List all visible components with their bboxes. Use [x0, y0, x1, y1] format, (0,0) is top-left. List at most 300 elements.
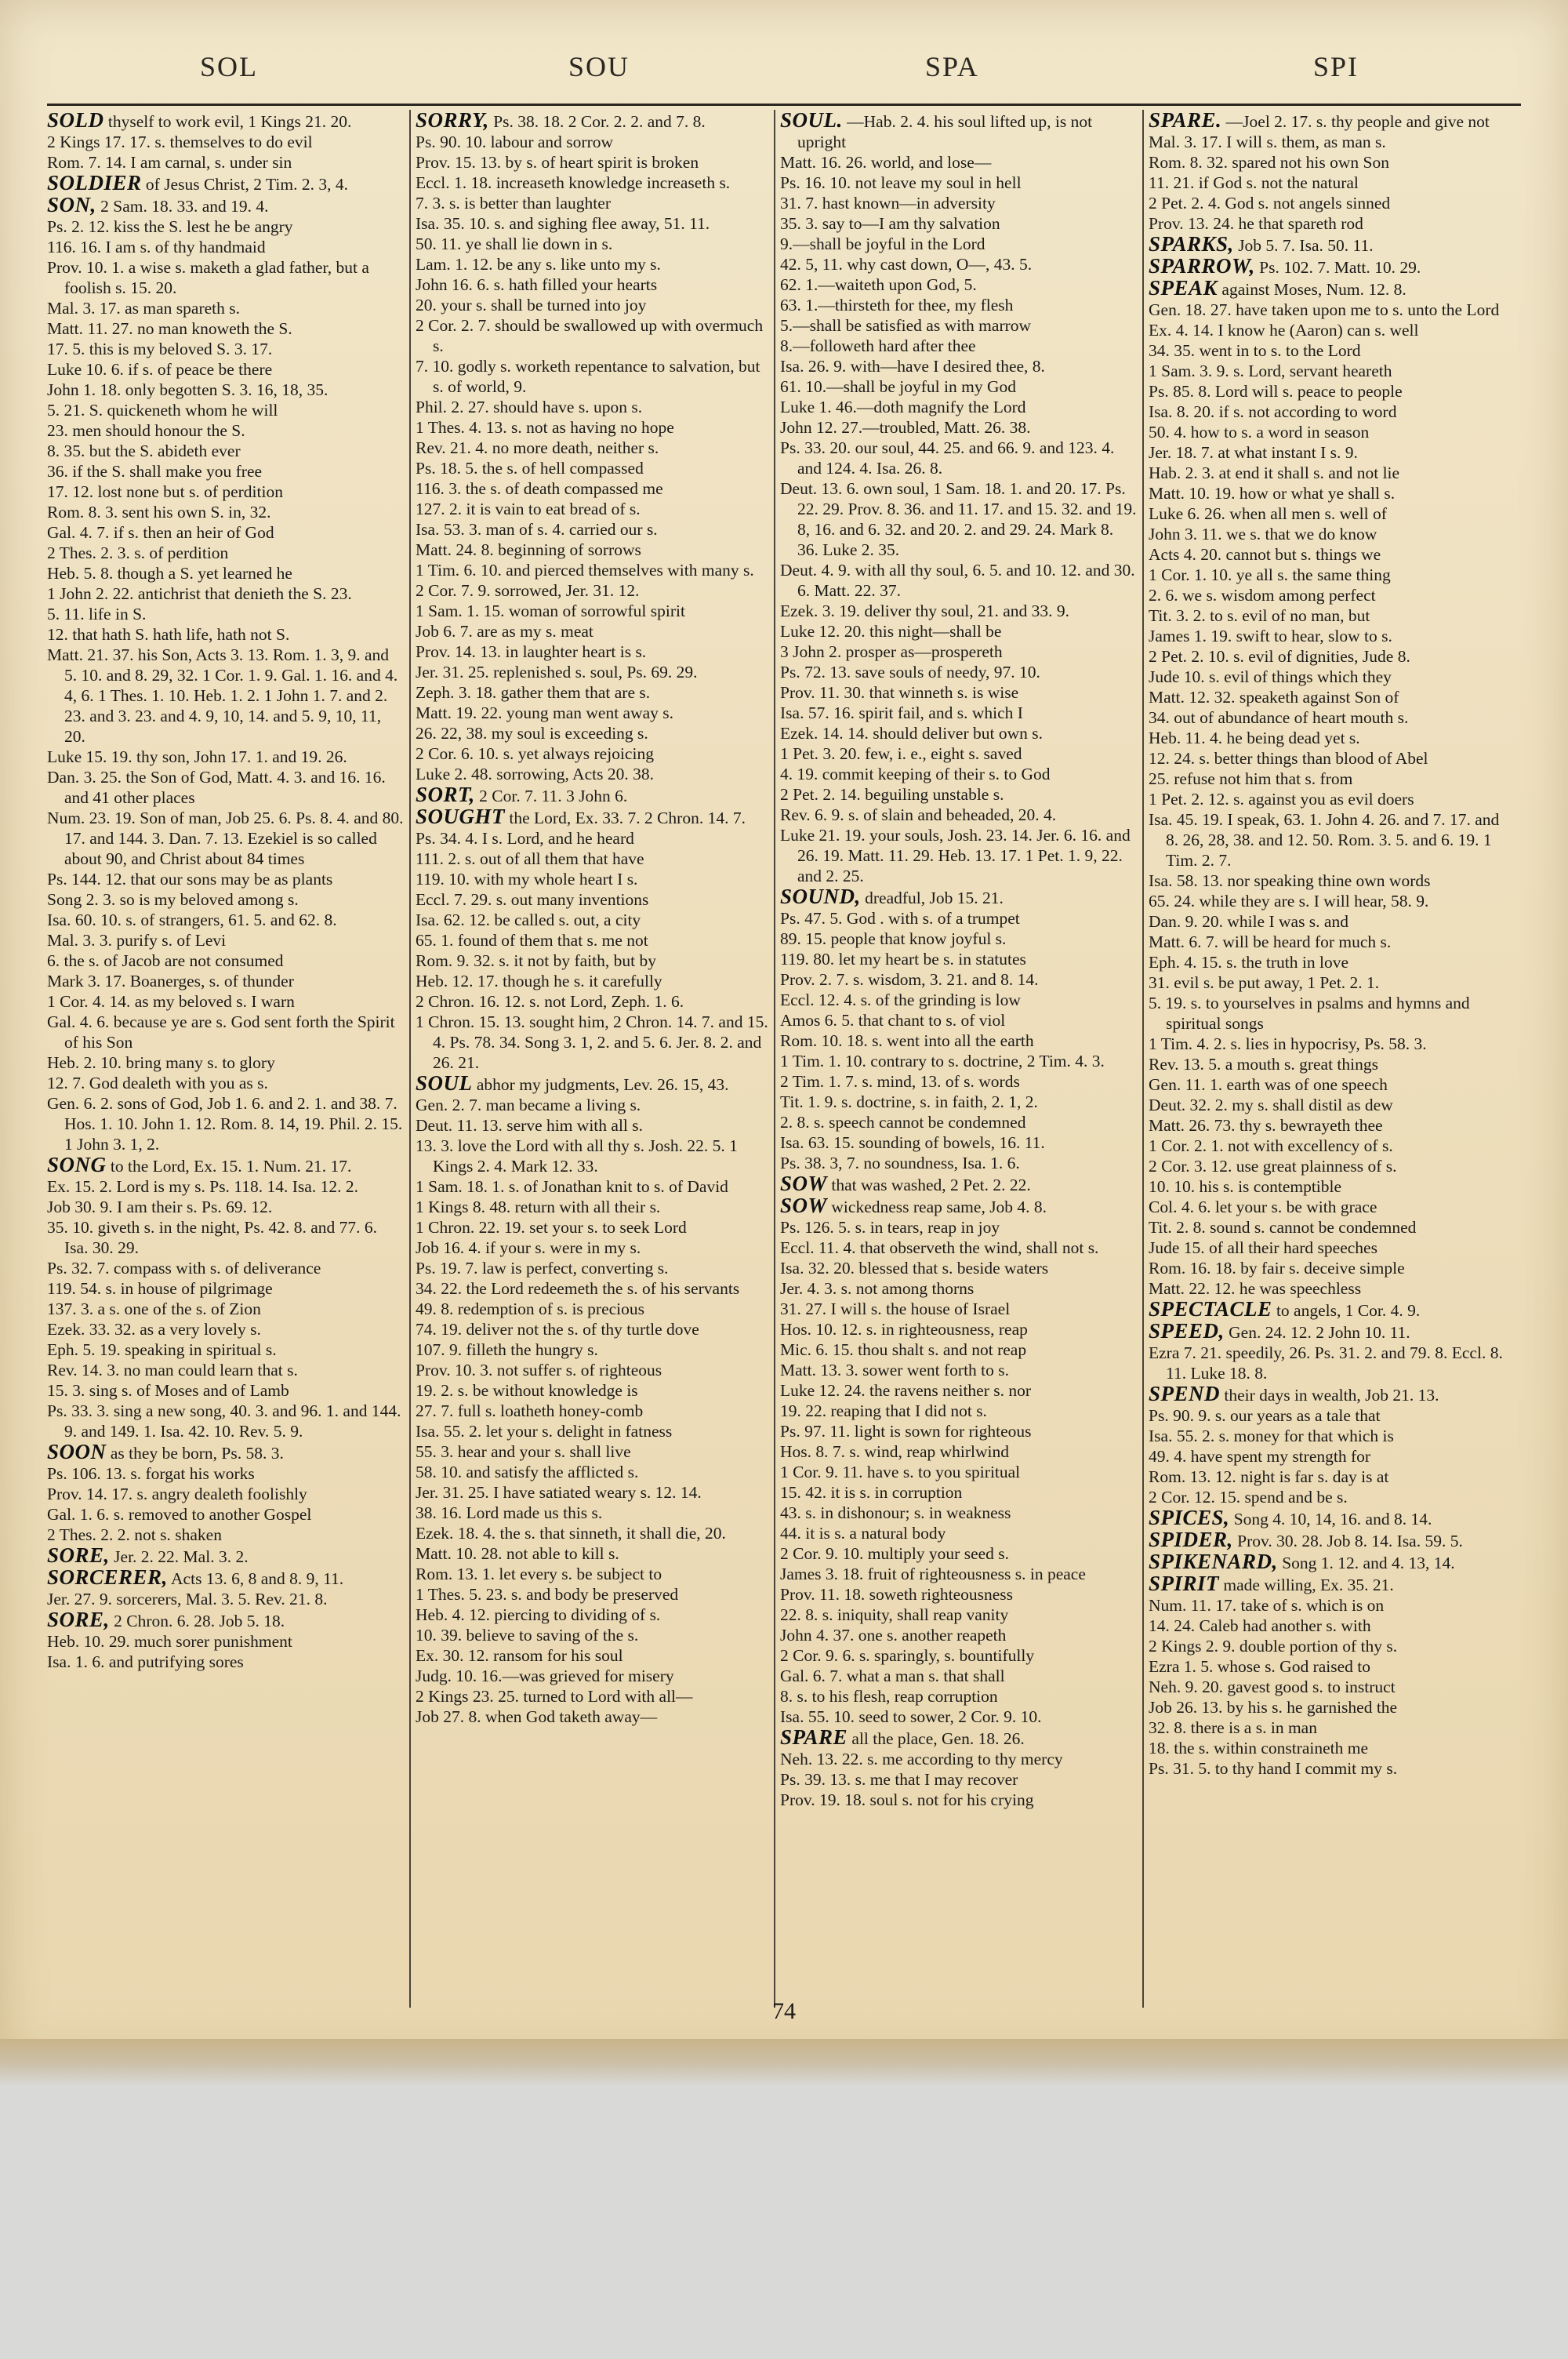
- concordance-entry: [1149, 300, 1505, 320]
- concordance-entry: [1149, 1677, 1505, 1697]
- concordance-entry: [47, 216, 404, 237]
- entry-text: Deut. 4. 9. with all thy soul, 6. 5. and 10. 12. and 30. 6. Matt. 22. 37.: [780, 561, 1135, 600]
- entry-text: Jer. 2. 22. Mal. 3. 2.: [114, 1547, 249, 1566]
- concordance-entry: [1149, 626, 1505, 646]
- concordance-entry: [1149, 278, 1505, 300]
- concordance-entry: [416, 1584, 772, 1605]
- concordance-entry: [416, 601, 772, 621]
- concordance-entry: [780, 234, 1137, 254]
- concordance-entry: [47, 991, 404, 1012]
- entry-headword: SOW: [780, 1194, 828, 1217]
- entry-text: Matt. 10. 28. not able to kill s.: [416, 1544, 619, 1563]
- concordance-entry: [780, 1238, 1137, 1258]
- concordance-entry: [47, 1197, 404, 1217]
- entry-text: Song 1. 12. and 4. 13, 14.: [1282, 1554, 1455, 1572]
- entry-text: Prov. 11. 18. soweth righteousness: [780, 1585, 1014, 1604]
- concordance-entry: [47, 461, 404, 482]
- concordance-entry: [416, 1319, 772, 1339]
- concordance-entry: [780, 356, 1137, 376]
- entry-text: that was washed, 2 Pet. 2. 22.: [831, 1176, 1031, 1194]
- concordance-entry: [47, 747, 404, 767]
- entry-text: 61. 10.—shall be joyful in my God: [780, 377, 1016, 396]
- concordance-entry: [780, 1051, 1137, 1071]
- entry-text: 2 Tim. 1. 7. s. mind, 13. of s. words: [780, 1072, 1020, 1091]
- concordance-entry: [780, 1258, 1137, 1278]
- entry-text: 2 Cor. 6. 10. s. yet always rejoicing: [416, 744, 654, 763]
- concordance-entry: [416, 971, 772, 991]
- entry-text: 119. 80. let my heart be s. in statutes: [780, 950, 1026, 969]
- entry-text: Eccl. 1. 18. increaseth knowledge increaseth s.: [416, 173, 731, 192]
- concordance-entry: [416, 1482, 772, 1503]
- entry-text: 34. out of abundance of heart mouth s.: [1149, 708, 1409, 727]
- concordance-entry: [416, 1095, 772, 1115]
- concordance-entry: [780, 193, 1137, 213]
- concordance-entry: [416, 1238, 772, 1258]
- concordance-entry: [1149, 871, 1505, 891]
- entry-headword: SOUL: [416, 1071, 473, 1095]
- entry-text: Rom. 13. 12. night is far s. day is at: [1149, 1467, 1389, 1486]
- entry-text: 2 Thes. 2. 2. not s. shaken: [47, 1525, 222, 1544]
- entry-text: Matt. 24. 8. beginning of sorrows: [416, 540, 641, 559]
- entry-text: Ps. 102. 7. Matt. 10. 29.: [1259, 258, 1421, 277]
- concordance-entry: [1149, 687, 1505, 707]
- concordance-entry: [1149, 1054, 1505, 1074]
- entry-text: 2 Sam. 18. 33. and 19. 4.: [100, 197, 269, 216]
- concordance-entry: [416, 1073, 772, 1095]
- concordance-entry: [780, 295, 1137, 315]
- entry-text: Ps. 31. 5. to thy hand I commit my s.: [1149, 1759, 1398, 1778]
- concordance-entry: [780, 1299, 1137, 1319]
- concordance-entry: [1149, 256, 1505, 278]
- concordance-entry: [1149, 1217, 1505, 1238]
- entry-text: Mal. 3. 3. purify s. of Levi: [47, 931, 227, 950]
- concordance-entry: [780, 1543, 1137, 1564]
- entry-headword: SPECTACLE: [1149, 1297, 1272, 1321]
- entry-text: thyself to work evil, 1 Kings 21. 20.: [107, 112, 352, 131]
- entry-text: 58. 10. and satisfy the afflicted s.: [416, 1463, 639, 1481]
- concordance-entry: [47, 624, 404, 645]
- concordance-entry: [416, 1605, 772, 1625]
- entry-text: 2 Pet. 2. 4. God s. not angels sinned: [1149, 194, 1391, 213]
- entry-text: Jer. 31. 25. I have satiated weary s. 12. 14.: [416, 1483, 702, 1502]
- entry-text: Isa. 58. 13. nor speaking thine own words: [1149, 871, 1431, 890]
- entry-text: as they be born, Ps. 58. 3.: [110, 1444, 284, 1463]
- entry-text: 2 Kings 23. 25. turned to Lord with all—: [416, 1687, 693, 1706]
- concordance-entry: [416, 1543, 772, 1564]
- concordance-entry: [1149, 422, 1505, 442]
- running-head-3: SPA: [925, 51, 979, 82]
- column-divider: [1142, 110, 1144, 2008]
- entry-text: Rom. 16. 18. by fair s. deceive simple: [1149, 1259, 1405, 1278]
- entry-text: Jer. 18. 7. at what instant I s. 9.: [1149, 443, 1358, 462]
- entry-text: Isa. 26. 9. with—have I desired thee, 8.: [780, 357, 1045, 376]
- concordance-entry: [47, 604, 404, 624]
- concordance-entry: [416, 1625, 772, 1645]
- entry-text: Prov. 14. 13. in laughter heart is s.: [416, 642, 647, 661]
- concordance-entry: [1149, 748, 1505, 769]
- concordance-entry: [1149, 234, 1505, 256]
- entry-text: Ps. 97. 11. light is sown for righteous: [780, 1422, 1032, 1441]
- concordance-entry: [416, 274, 772, 295]
- entry-text: Ps. 32. 7. compass with s. of deliverance: [47, 1259, 321, 1278]
- concordance-entry: [780, 1790, 1137, 1810]
- concordance-entry: [1149, 402, 1505, 422]
- concordance-entry: [47, 889, 404, 910]
- concordance-entry: [1149, 646, 1505, 667]
- entry-text: Gen. 11. 1. earth was of one speech: [1149, 1075, 1388, 1094]
- entry-text: to angels, 1 Cor. 4. 9.: [1276, 1301, 1421, 1320]
- entry-text: 43. s. in dishonour; s. in weakness: [780, 1503, 1011, 1522]
- entry-text: Ps. 106. 13. s. forgat his works: [47, 1464, 255, 1483]
- entry-text: Rom. 13. 1. let every s. be subject to: [416, 1565, 662, 1583]
- entry-text: Luke 12. 20. this night—shall be: [780, 622, 1002, 641]
- column-2: [416, 110, 772, 2008]
- entry-text: Eccl. 12. 4. s. of the grinding is low: [780, 990, 1021, 1009]
- concordance-entry: [416, 1217, 772, 1238]
- entry-text: 12. 24. s. better things than blood of Abel: [1149, 749, 1428, 768]
- entry-text: 10. 39. believe to saving of the s.: [416, 1626, 639, 1645]
- entry-text: Isa. 1. 6. and putrifying sores: [47, 1652, 244, 1671]
- concordance-entry: [416, 173, 772, 193]
- concordance-entry: [780, 1625, 1137, 1645]
- running-head-4: SPI: [1313, 51, 1359, 82]
- entry-text: Gal. 1. 6. s. removed to another Gospel: [47, 1505, 312, 1524]
- entry-text: Gen. 6. 2. sons of God, Job 1. 6. and 2. 1. and 38. 7. Hos. 1. 10. John 1. 12. Rom. 8. 14, 19. Phil. 2. 15. 1 John 3. 1, 2.: [47, 1094, 403, 1154]
- entry-text: Song 4. 10, 14, 16. and 8. 14.: [1233, 1510, 1432, 1528]
- concordance-entry: [47, 318, 404, 339]
- concordance-entry: [780, 1217, 1137, 1238]
- concordance-entry: [1149, 1529, 1505, 1551]
- entry-text: 13. 3. love the Lord with all thy s. Josh. 22. 5. 1 Kings 2. 4. Mark 12. 33.: [416, 1136, 738, 1176]
- entry-text: Isa. 62. 12. be called s. out, a city: [416, 911, 641, 929]
- concordance-entry: [780, 703, 1137, 723]
- entry-text: Job 27. 8. when God taketh away—: [416, 1707, 658, 1726]
- concordance-entry: [47, 543, 404, 563]
- concordance-entry: [1149, 1321, 1505, 1343]
- concordance-entry: [416, 213, 772, 234]
- entry-text: 2 Cor. 12. 15. spend and be s.: [1149, 1488, 1348, 1507]
- concordance-entry: [416, 234, 772, 254]
- concordance-entry: [1149, 728, 1505, 748]
- running-head: [47, 50, 1521, 97]
- entry-text: 1 Sam. 1. 15. woman of sorrowful spirit: [416, 602, 685, 620]
- concordance-entry: [416, 869, 772, 889]
- entry-text: Matt. 11. 27. no man knoweth the S.: [47, 319, 292, 338]
- concordance-entry: [416, 438, 772, 458]
- entry-text: 2 Cor. 7. 9. sorrowed, Jer. 31. 12.: [416, 581, 640, 600]
- concordance-entry: [780, 1503, 1137, 1523]
- entry-text: Hab. 2. 3. at end it shall s. and not lie: [1149, 463, 1400, 482]
- entry-text: 20. your s. shall be turned into joy: [416, 296, 647, 314]
- entry-text: 50. 11. ye shall lie down in s.: [416, 234, 613, 253]
- entry-text: Matt. 16. 26. world, and lose—: [780, 153, 992, 172]
- entry-text: Luke 15. 19. thy son, John 17. 1. and 19. 26.: [47, 747, 347, 766]
- concordance-entry: [47, 1217, 404, 1258]
- entry-text: 137. 3. a s. one of the s. of Zion: [47, 1299, 261, 1318]
- entry-text: Isa. 55. 10. seed to sower, 2 Cor. 9. 10.: [780, 1707, 1042, 1726]
- concordance-entry: [1149, 1507, 1505, 1529]
- concordance-entry: [780, 969, 1137, 990]
- concordance-entry: [1149, 173, 1505, 193]
- concordance-entry: [1149, 1299, 1505, 1321]
- entry-headword: SOON: [47, 1440, 107, 1463]
- concordance-entry: [47, 1258, 404, 1278]
- concordance-entry: [780, 1462, 1137, 1482]
- entry-text: 19. 22. reaping that I did not s.: [780, 1401, 987, 1420]
- concordance-entry: [416, 723, 772, 743]
- concordance-entry: [1149, 585, 1505, 605]
- entry-text: Ps. 47. 5. God . with s. of a trumpet: [780, 909, 1020, 928]
- entry-text: 2 Chron. 6. 28. Job 5. 18.: [114, 1612, 285, 1630]
- entry-text: Gal. 4. 6. because ye are s. God sent forth the Spirit of his Son: [47, 1012, 395, 1052]
- entry-text: Luke 10. 6. if s. of peace be there: [47, 360, 273, 379]
- entry-text: 2 Cor. 7. 11. 3 John 6.: [479, 787, 628, 805]
- entry-text: 50. 4. how to s. a word in season: [1149, 423, 1370, 442]
- concordance-entry: [416, 1278, 772, 1299]
- concordance-entry: [780, 1686, 1137, 1707]
- concordance-entry: [416, 1339, 772, 1360]
- entry-text: 65. 24. while they are s. I will hear, 58. 9.: [1149, 892, 1429, 911]
- concordance-entry: [780, 908, 1137, 929]
- entry-text: 1 Pet. 2. 12. s. against you as evil doers: [1149, 790, 1414, 809]
- entry-text: 2 Pet. 2. 14. beguiling unstable s.: [780, 785, 1004, 804]
- concordance-entry: [416, 1564, 772, 1584]
- concordance-entry: [1149, 1115, 1505, 1136]
- page-edge: [0, 2039, 1568, 2086]
- entry-text: 63. 1.—thirsteth for thee, my flesh: [780, 296, 1014, 314]
- entry-text: Isa. 8. 20. if s. not according to word: [1149, 402, 1397, 421]
- entry-text: Ps. 144. 12. that our sons may be as plants: [47, 870, 333, 889]
- entry-headword: SONG: [47, 1153, 107, 1176]
- concordance-entry: [47, 502, 404, 522]
- entry-text: Deut. 13. 6. own soul, 1 Sam. 18. 1. and 20. 17. Ps. 22. 29. Prov. 8. 36. and 11. 17. and 15. 32. and 19. 8, 16. and 6. 32. and 20. 2. and 29. 24. Mark 8. 36. Luke 2. 35.: [780, 479, 1137, 559]
- concordance-entry: [47, 563, 404, 583]
- concordance-entry: [1149, 1176, 1505, 1197]
- concordance-entry: [1149, 152, 1505, 173]
- concordance-entry: [780, 784, 1137, 805]
- entry-text: Ps. 34. 4. I s. Lord, and he heard: [416, 829, 634, 848]
- concordance-entry: [47, 1176, 404, 1197]
- entry-text: Ps. 18. 5. the s. of hell compassed: [416, 459, 644, 478]
- entry-text: Rev. 13. 5. a mouth s. great things: [1149, 1055, 1379, 1074]
- entry-text: of Jesus Christ, 2 Tim. 2. 3, 4.: [145, 175, 348, 194]
- entry-text: against Moses, Num. 12. 8.: [1221, 280, 1406, 299]
- concordance-entry: [780, 743, 1137, 764]
- entry-text: Hos. 8. 7. s. wind, reap whirlwind: [780, 1442, 1010, 1461]
- concordance-entry: [780, 1278, 1137, 1299]
- entry-text: 34. 35. went in to s. to the Lord: [1149, 341, 1361, 360]
- entry-text: 2 Cor. 9. 10. multiply your seed s.: [780, 1544, 1010, 1563]
- entry-text: 1 Tim. 6. 10. and pierced themselves with many s.: [416, 561, 754, 580]
- entry-text: Ezra 1. 5. whose s. God raised to: [1149, 1657, 1371, 1676]
- entry-text: 19. 2. s. be without knowledge is: [416, 1381, 638, 1400]
- concordance-entry: [47, 930, 404, 951]
- entry-text: Dan. 3. 25. the Son of God, Matt. 4. 3. and 16. 16. and 41 other places: [47, 768, 386, 807]
- concordance-entry: [780, 990, 1137, 1010]
- concordance-entry: [780, 1195, 1137, 1217]
- concordance-entry: [780, 1360, 1137, 1380]
- concordance-entry: [1149, 707, 1505, 728]
- concordance-entry: [47, 1073, 404, 1093]
- concordance-entry: [780, 1071, 1137, 1092]
- entry-text: 1 Cor. 2. 1. not with excellency of s.: [1149, 1136, 1393, 1155]
- entry-headword: SOUL.: [780, 110, 843, 132]
- entry-text: 5.—shall be satisfied as with marrow: [780, 316, 1032, 335]
- concordance-entry: [416, 1666, 772, 1686]
- entry-text: Ps. 33. 3. sing a new song, 40. 3. and 96. 1. and 144. 9. and 149. 1. Isa. 42. 10. Rev. 5. 9.: [47, 1401, 401, 1441]
- entry-text: 1 Thes. 4. 13. s. not as having no hope: [416, 418, 674, 437]
- entry-text: Ezek. 14. 14. should deliver but own s.: [780, 724, 1043, 743]
- entry-text: 25. refuse not him that s. from: [1149, 769, 1353, 788]
- concordance-entry: [47, 1154, 404, 1176]
- concordance-entry: [47, 1401, 404, 1441]
- entry-text: 2. 6. we s. wisdom among perfect: [1149, 586, 1376, 605]
- concordance-entry: [780, 1010, 1137, 1030]
- concordance-entry: [47, 1484, 404, 1504]
- concordance-entry: [416, 1360, 772, 1380]
- entry-text: Ps. 126. 5. s. in tears, reap in joy: [780, 1218, 1000, 1237]
- entry-text: 26. 22, 38. my soul is exceeding s.: [416, 724, 648, 743]
- entry-text: Isa. 63. 15. sounding of bowels, 16. 11.: [780, 1133, 1045, 1152]
- concordance-entry: [47, 971, 404, 991]
- concordance-entry: [416, 930, 772, 951]
- concordance-entry: [416, 519, 772, 540]
- concordance-entry: [416, 499, 772, 519]
- concordance-entry: [416, 1401, 772, 1421]
- concordance-entry: [780, 929, 1137, 949]
- concordance-entry: [1149, 442, 1505, 463]
- entry-text: 116. 16. I am s. of thy handmaid: [47, 238, 266, 256]
- page-number: 74: [772, 1998, 796, 2024]
- entry-text: Isa. 57. 16. spirit fail, and s. which I: [780, 703, 1023, 722]
- concordance-entry: [47, 1609, 404, 1631]
- concordance-entry: [416, 1523, 772, 1543]
- entry-text: 17. 12. lost none but s. of perdition: [47, 482, 283, 501]
- entry-text: 31. 27. I will s. the house of Israel: [780, 1299, 1011, 1318]
- concordance-entry: [47, 339, 404, 359]
- concordance-entry: [780, 1030, 1137, 1051]
- concordance-entry: [47, 400, 404, 420]
- concordance-entry: [47, 359, 404, 380]
- concordance-entry: [1149, 213, 1505, 234]
- entry-text: Amos 6. 5. that chant to s. of viol: [780, 1011, 1006, 1030]
- entry-text: 1 Cor. 4. 14. as my beloved s. I warn: [47, 992, 295, 1011]
- concordance-entry: [780, 336, 1137, 356]
- entry-text: Job 6. 7. are as my s. meat: [416, 622, 593, 641]
- entry-text: 111. 2. s. out of all them that have: [416, 849, 644, 868]
- concordance-entry: [47, 1545, 404, 1567]
- concordance-entry: [47, 1631, 404, 1652]
- concordance-entry: [47, 645, 404, 747]
- entry-text: abhor my judgments, Lev. 26. 15, 43.: [476, 1075, 729, 1094]
- entry-text: 9.—shall be joyful in the Lord: [780, 234, 985, 253]
- concordance-entry: [416, 580, 772, 601]
- concordance-entry: [47, 298, 404, 318]
- concordance-entry: [47, 152, 404, 173]
- entry-text: Ezra 7. 21. speedily, 26. Ps. 31. 2. and 79. 8. Eccl. 8. 11. Luke 18. 8.: [1149, 1343, 1503, 1383]
- concordance-entry: [780, 397, 1137, 417]
- entry-text: 14. 24. Caleb had another s. with: [1149, 1616, 1371, 1635]
- entry-headword: SORCERER,: [47, 1565, 168, 1589]
- concordance-entry: [416, 910, 772, 930]
- concordance-entry: [1149, 667, 1505, 687]
- concordance-entry: [780, 1112, 1137, 1132]
- entry-text: 36. if the S. shall make you free: [47, 462, 263, 481]
- entry-text: Col. 4. 6. let your s. be with grace: [1149, 1198, 1377, 1216]
- entry-text: the Lord, Ex. 33. 7. 2 Chron. 14. 7.: [509, 809, 746, 827]
- concordance-entry: [416, 1380, 772, 1401]
- concordance-entry: [780, 1749, 1137, 1769]
- entry-text: 2 Cor. 9. 6. s. sparingly, s. bountifully: [780, 1646, 1035, 1665]
- entry-text: 2 Chron. 16. 12. s. not Lord, Zeph. 1. 6.: [416, 992, 684, 1011]
- concordance-entry: [416, 478, 772, 499]
- entry-text: Eccl. 7. 29. s. out many inventions: [416, 890, 649, 909]
- entry-text: Ps. 38. 18. 2 Cor. 2. 2. and 7. 8.: [493, 112, 706, 131]
- concordance-entry: [416, 1115, 772, 1136]
- entry-text: 62. 1.—waiteth upon God, 5.: [780, 275, 977, 294]
- entry-text: 15. 3. sing s. of Moses and of Lamb: [47, 1381, 289, 1400]
- concordance-entry: [416, 828, 772, 849]
- entry-headword: SORT,: [416, 783, 475, 806]
- entry-text: Ex. 15. 2. Lord is my s. Ps. 118. 14. Isa. 12. 2.: [47, 1177, 358, 1196]
- entry-text: 55. 3. hear and your s. shall live: [416, 1442, 631, 1461]
- entry-text: 17. 5. this is my beloved S. 3. 17.: [47, 340, 273, 358]
- entry-text: Heb. 2. 10. bring many s. to glory: [47, 1053, 275, 1072]
- entry-text: Prov. 15. 13. by s. of heart spirit is broken: [416, 153, 699, 172]
- running-head-1: SOL: [200, 51, 259, 82]
- entry-text: 119. 54. s. in house of pilgrimage: [47, 1279, 273, 1298]
- entry-text: Rom. 8. 32. spared not his own Son: [1149, 153, 1389, 172]
- concordance-entry: [1149, 193, 1505, 213]
- entry-text: Heb. 10. 29. much sorer punishment: [47, 1632, 292, 1651]
- entry-text: 116. 3. the s. of death compassed me: [416, 479, 663, 498]
- entry-headword: SPIRIT: [1149, 1572, 1220, 1595]
- concordance-entry: [780, 1153, 1137, 1173]
- concordance-entry: [416, 991, 772, 1012]
- concordance-entry: [416, 1176, 772, 1197]
- entry-text: 35. 3. say to—I am thy salvation: [780, 214, 1000, 233]
- entry-text: Isa. 53. 3. man of s. 4. carried our s.: [416, 520, 658, 539]
- entry-text: Mal. 3. 17. I will s. them, as man s.: [1149, 133, 1386, 151]
- entry-text: Luke 12. 24. the ravens neither s. nor: [780, 1381, 1032, 1400]
- concordance-entry: [47, 1441, 404, 1463]
- entry-text: Rev. 6. 9. s. of slain and beheaded, 20. 4.: [780, 805, 1057, 824]
- column-divider: [774, 110, 775, 2008]
- concordance-entry: [47, 194, 404, 216]
- entry-text: 49. 4. have spent my strength for: [1149, 1447, 1371, 1466]
- entry-text: Acts 13. 6, 8 and 8. 9, 11.: [171, 1569, 344, 1588]
- concordance-entry: [1149, 1405, 1505, 1426]
- entry-headword: SPIKENARD,: [1149, 1550, 1278, 1573]
- entry-text: Matt. 13. 3. sower went forth to s.: [780, 1361, 1010, 1379]
- concordance-entry: [780, 621, 1137, 642]
- entry-text: 8. s. to his flesh, reap corruption: [780, 1687, 998, 1706]
- concordance-entry: [780, 1482, 1137, 1503]
- concordance-entry: [1149, 1074, 1505, 1095]
- concordance-entry: [1149, 891, 1505, 911]
- concordance-entry: [416, 951, 772, 971]
- entry-text: 12. 7. God dealeth with you as s.: [47, 1074, 268, 1092]
- entry-text: Job 30. 9. I am their s. Ps. 69. 12.: [47, 1198, 273, 1216]
- concordance-entry: [1149, 132, 1505, 152]
- concordance-entry: [780, 1173, 1137, 1195]
- entry-text: Ezek. 33. 32. as a very lovely s.: [47, 1320, 261, 1339]
- concordance-entry: [416, 356, 772, 397]
- entry-text: Heb. 4. 12. piercing to dividing of s.: [416, 1605, 661, 1624]
- concordance-entry: [1149, 1238, 1505, 1258]
- entry-text: Isa. 45. 19. I speak, 63. 1. John 4. 26. and 7. 17. and 8. 26, 28, 38. and 12. 50. Rom. 3. 5. and 6. 19. 1 Tim. 2. 7.: [1149, 810, 1500, 870]
- entry-text: Jer. 27. 9. sorcerers, Mal. 3. 5. Rev. 21. 8.: [47, 1590, 328, 1608]
